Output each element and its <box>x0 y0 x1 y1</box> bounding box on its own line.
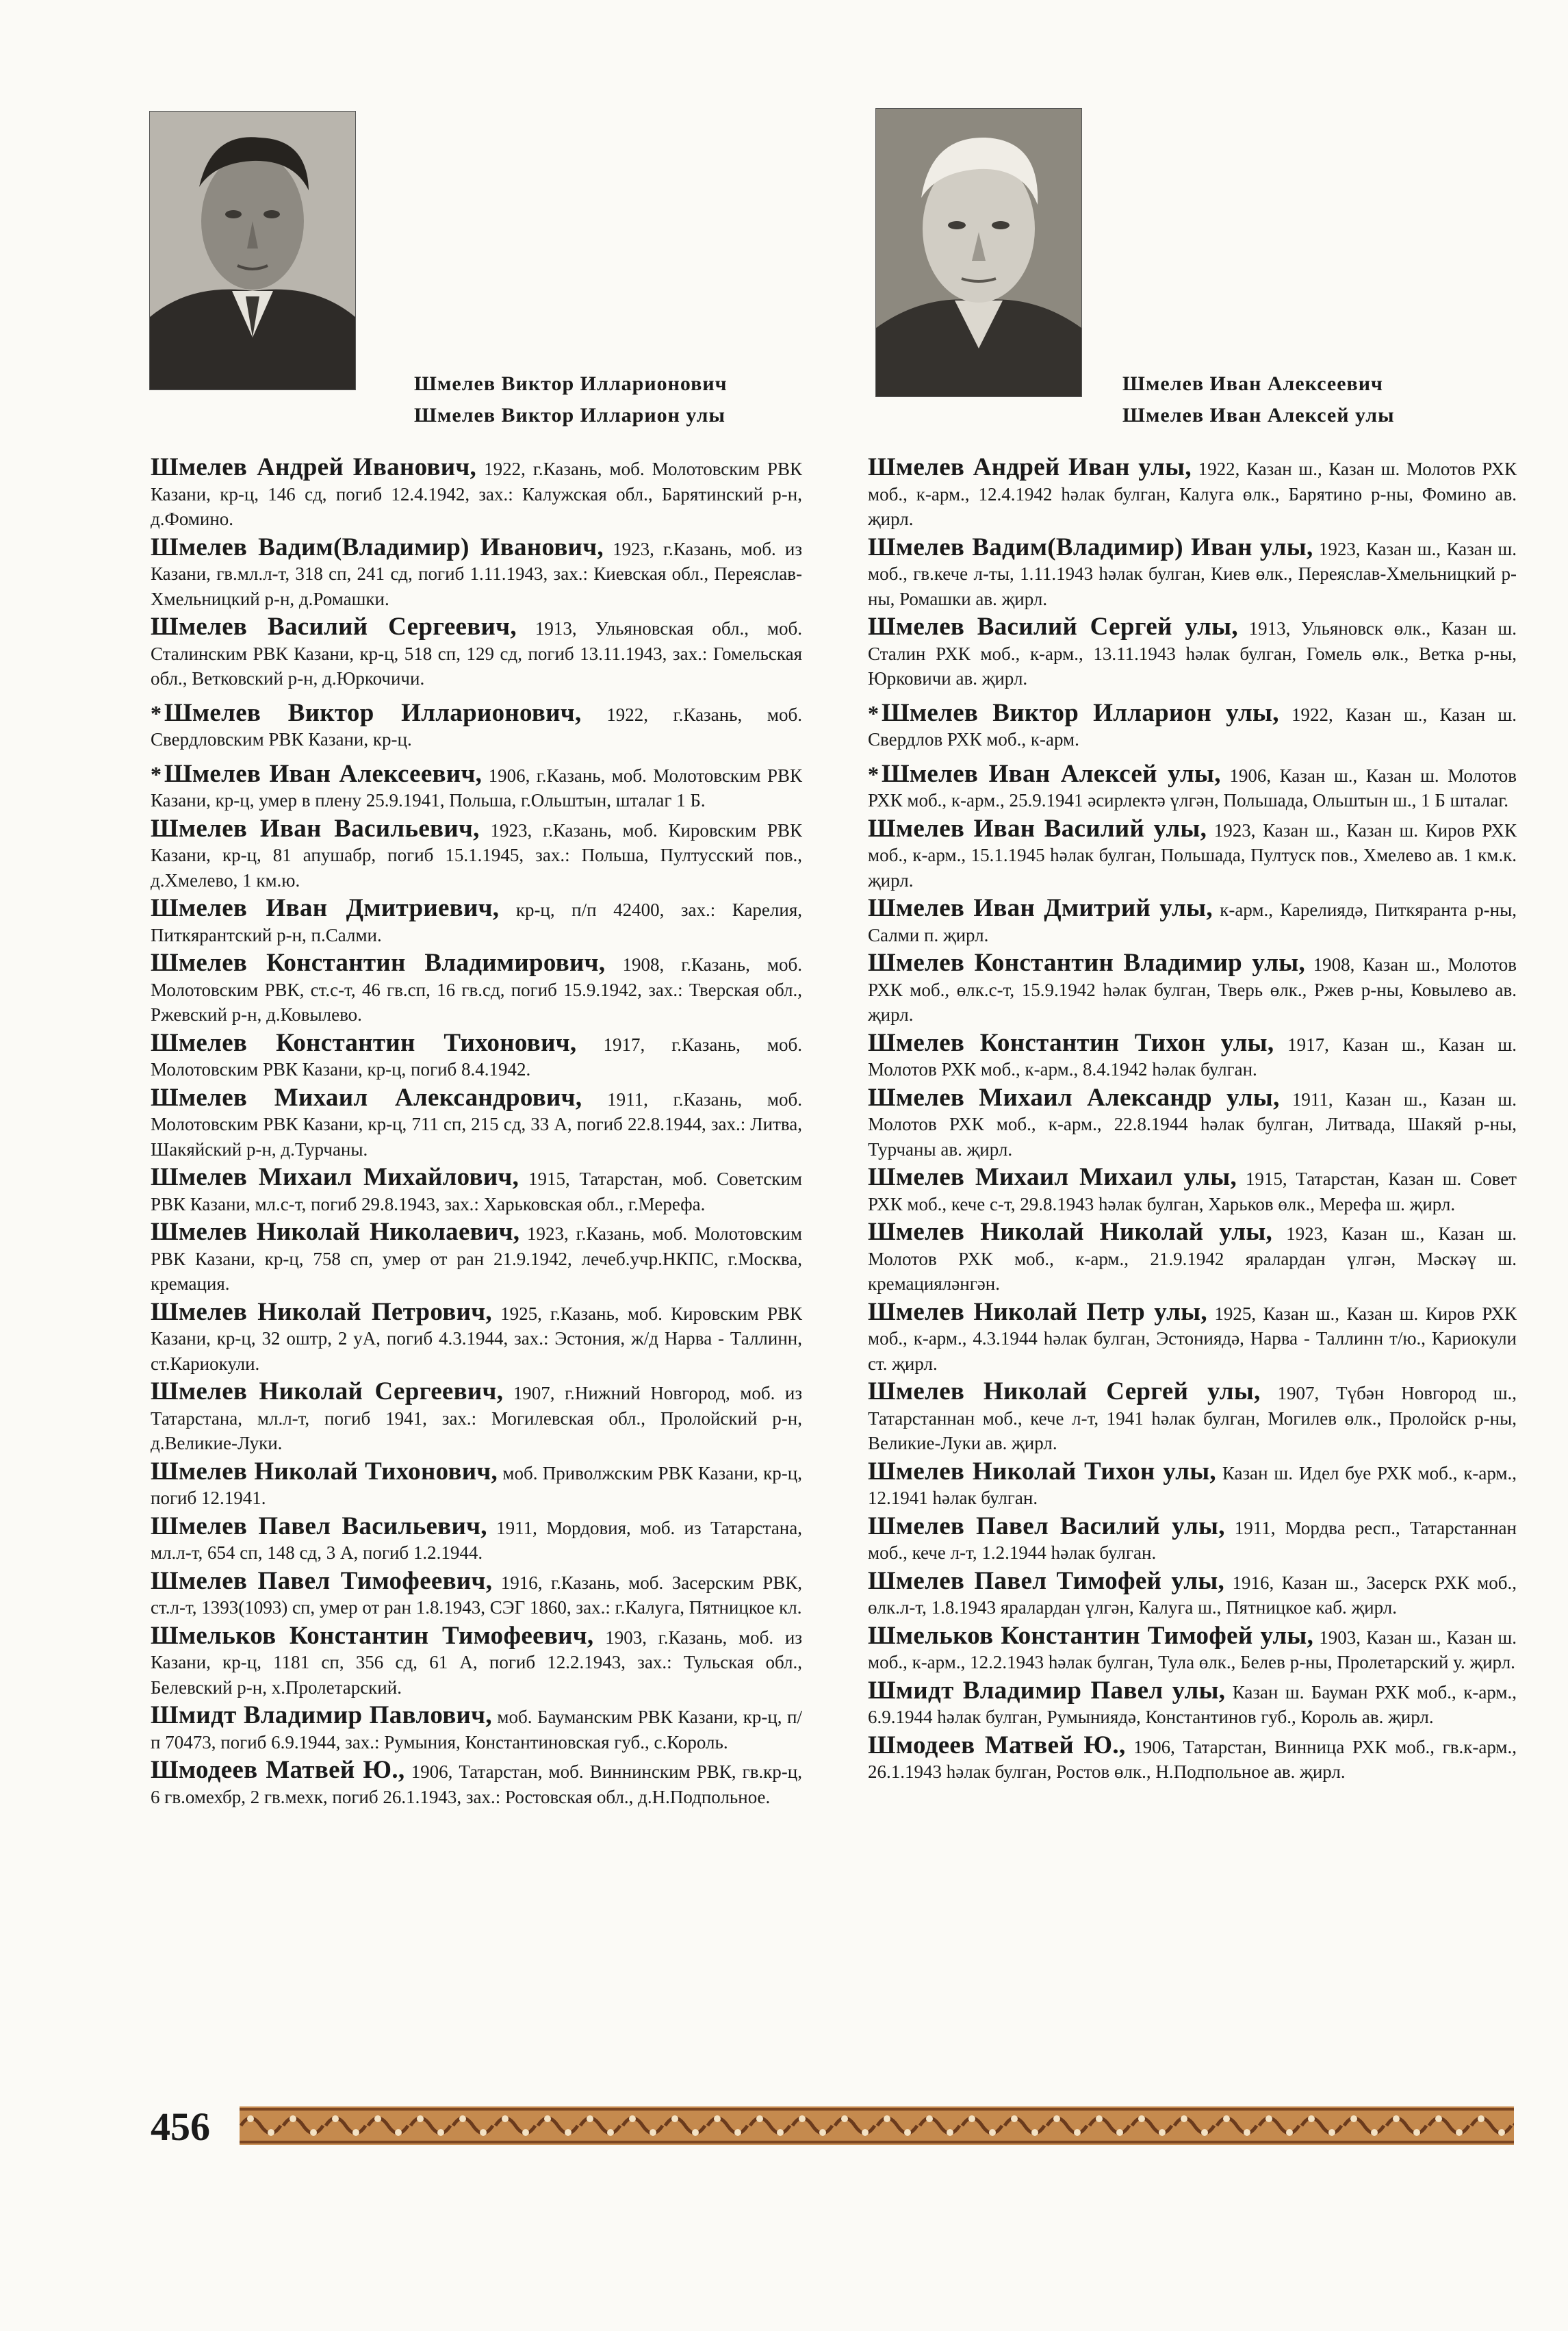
entry-details: 1922, Казан ш., Казан ш. Свердлов РХК моб., к-арм. <box>868 704 1517 750</box>
entry-details: 1922, Казан ш., Казан ш. Молотов РХК моб., к-арм., 12.4.1942 һәлак булган, Калуга өлк., Барятино р-ны, Фомино ав. җирл. <box>868 459 1517 529</box>
entry <box>151 1457 802 1511</box>
entry-name: Шмодеев Матвей Ю., <box>868 1731 1126 1759</box>
entry-name: Шмельков Константин Тимофей улы, <box>868 1621 1314 1650</box>
photo-marker-asterisk: * <box>868 700 879 726</box>
entry-name: Шмелев Василий Сергеевич, <box>151 613 517 641</box>
entry-details: 1925, Казан ш., Казан ш. Киров РХК моб., к-арм., 4.3.1944 һәлак булган, Эстониядә, Нарва - Таллинн т/ю., Кариокули ст. җирл. <box>868 1303 1517 1374</box>
portrait-right-image <box>876 109 1081 396</box>
entry <box>151 1758 802 1809</box>
entry-name: Шмелев Николай Николаевич, <box>151 1218 520 1246</box>
entry-name: Шмелев Михаил Михайлович, <box>151 1163 519 1191</box>
entry-details: 1923, г.Казань, моб. из Казани, гв.мл.л-т, 318 сп, 241 сд, погиб 1.11.1943, зах.: Киевская обл., Переяслав-Хмельницкий р-н, д.Ромашки. <box>151 538 802 609</box>
entry <box>868 1379 1517 1456</box>
entry <box>151 1621 803 1701</box>
entry-name: Шмелев Иван Алексей улы, <box>882 759 1221 788</box>
entry-details: 1923, г.Казань, моб. Кировским РВК Казани, кр-ц, 81 апушабр, погиб 15.1.1945, зах.: Польша, Пултусский пов., д.Хмелево, 1 км.ю. <box>151 819 802 891</box>
caption-left <box>414 368 728 431</box>
entry <box>868 1566 1517 1620</box>
entry-name: Шмелев Николай Тихонович, <box>151 1457 498 1486</box>
ornamental-border <box>240 2106 1514 2145</box>
photo-marker-asterisk: * <box>868 761 879 787</box>
entry-details: 1916, г.Казань, моб. Засерским РВК, ст.л-т, 1393(1093) сп, умер от ран 1.8.1943, СЭГ 1860, зах.: г.Калуга, Пятницкое кл. <box>151 1572 802 1618</box>
entry-details: 1906, Казан ш., Казан ш. Молотов РХК моб., к-арм., 25.9.1941 әсирлектә үлгән, Польшада, Ольштын ш., 1 Б шталаг. <box>868 765 1517 811</box>
entry-name: Шмельков Константин Тимофеевич, <box>151 1621 594 1650</box>
entry-name: Шмидт Владимир Павел улы, <box>868 1676 1226 1705</box>
entry-name: Шмелев Николай Петрович, <box>151 1297 492 1326</box>
entry-name: Шмодеев Матвей Ю., <box>151 1756 405 1784</box>
entry <box>868 1297 1517 1377</box>
entry-name: Шмелев Михаил Александрович, <box>151 1083 582 1112</box>
ornament-pattern-icon <box>240 2106 1514 2145</box>
entry-name: Шмелев Иван Дмитриевич, <box>151 894 500 922</box>
entry-details: 1915, Татарстан, Казан ш. Совет РХК моб., кече с-т, 29.8.1943 һәлак булган, Харьков өлк., Мерефа ш. җирл. <box>868 1169 1517 1214</box>
entry-details: Казан ш. Идел буе РХК моб., к-арм., 12.1941 һәлак булган. <box>868 1462 1517 1508</box>
russian-entries-column <box>151 455 802 1813</box>
entry-name: Шмелев Константин Владимир улы, <box>868 949 1306 977</box>
entry-details: 1923, Казан ш., Казан ш. моб., гв.кече л-ты, 1.11.1943 һәлак булган, Киев өлк., Переяслав-Хмельницкий р-ны, Ромашки ав. җирл. <box>868 538 1517 609</box>
entry-details: 1906, Татарстан, моб. Виннинским РВК, гв.кр-ц, 6 гв.омехбр, 2 гв.мехк, погиб 26.1.1943, зах.: Ростовская обл., д.Н.Подпольное. <box>151 1761 802 1807</box>
entry-name: Шмелев Николай Сергеевич, <box>151 1377 504 1405</box>
entry-details: моб. Бауманским РВК Казани, кр-ц, п/п 70473, погиб 6.9.1944, зах.: Румыния, Константиновская губ., с.Король. <box>151 1707 802 1753</box>
entry-name: Шмелев Константин Тихонович, <box>151 1028 577 1057</box>
entry <box>868 1676 1517 1730</box>
entry <box>868 1083 1517 1162</box>
entry <box>868 1220 1517 1297</box>
entry-details: 1923, Казан ш., Казан ш. Молотов РХК моб., к-арм., 21.9.1942 яралардан үлгән, Мәскәү ш. кремацияләнгән. <box>868 1223 1517 1294</box>
entry <box>868 759 1517 813</box>
entry <box>868 896 1517 947</box>
entry <box>151 1566 802 1620</box>
entry-name: Шмелев Павел Тимофей улы, <box>868 1566 1225 1595</box>
entry <box>151 814 802 893</box>
entry-name: Шмелев Иван Василий улы, <box>868 814 1207 843</box>
entry <box>868 535 1517 612</box>
entry <box>151 1514 802 1566</box>
tatar-entries-column <box>868 455 1517 1788</box>
entry-details: 1916, Казан ш., Засерск РХК моб., өлк.л-т, 1.8.1943 яралардан үлгән, Калуга ш., Пятницкое каб. җирл. <box>868 1572 1517 1618</box>
entry-name: Шмелев Вадим(Владимир) Иван улы, <box>868 533 1313 561</box>
entry-name: Шмелев Иван Васильевич, <box>151 814 480 843</box>
caption-left-tatar: Шмелев Виктор Илларион улы <box>414 404 725 426</box>
entry-name: Шмелев Константин Владимирович, <box>151 949 606 977</box>
entry-name: Шмелев Николай Петр улы, <box>868 1297 1207 1326</box>
entry-details: 1911, Мордовия, моб. из Татарстана, мл.л-т, 654 сп, 148 сд, 3 А, погиб 1.2.1944. <box>151 1517 802 1563</box>
portrait-left-image <box>150 112 355 390</box>
entry-name: Шмелев Николай Николай улы, <box>868 1218 1273 1246</box>
entry <box>151 1165 802 1217</box>
entry-details: Казан ш. Бауман РХК моб., к-арм., 6.9.1944 һәлак булган, Румыниядә, Константинов губ., Король ав. җирл. <box>868 1681 1517 1727</box>
entry-name: Шмидт Владимир Павлович, <box>151 1701 492 1729</box>
entry-details: кр-ц, п/п 42400, зах.: Карелия, Питкярантский р-н, п.Салми. <box>151 900 802 945</box>
entry-details: 1911, Казан ш., Казан ш. Молотов РХК моб., к-арм., 22.8.1944 һәлак булган, Литвада, Шакяй р-ны, Турчаны ав. җирл. <box>868 1088 1517 1160</box>
entry-details: 1908, г.Казань, моб. Молотовским РВК, ст.с-т, 46 гв.сп, 16 гв.сд, погиб 15.9.1942, зах.: Тверская обл., Ржевский р-н, д.Ковылево. <box>151 954 802 1025</box>
entry-details: 1911, г.Казань, моб. Молотовским РВК Казани, кр-ц, 711 сп, 215 сд, 33 А, погиб 22.8.1944, зах.: Литва, Шакяйский р-н, д.Турчаны. <box>151 1088 802 1160</box>
entry <box>151 455 802 532</box>
entry-details: 1907, г.Нижний Новгород, моб. из Татарстана, мл.л-т, погиб 1941, зах.: Могилевская обл., Пролойский р-н, д.Великие-Луки. <box>151 1383 802 1453</box>
caption-right <box>1122 368 1395 431</box>
caption-right-russian: Шмелев Иван Алексеевич <box>1122 372 1383 395</box>
entry-details: 1915, Татарстан, моб. Советским РВК Казани, мл.с-т, погиб 29.8.1943, зах.: Харьковская обл., г.Мерефа. <box>151 1169 802 1214</box>
entry <box>151 951 802 1028</box>
entry-name: Шмелев Василий Сергей улы, <box>868 613 1238 641</box>
entry-name: Шмелев Константин Тихон улы, <box>868 1028 1274 1057</box>
entry-name: Шмелев Андрей Иванович, <box>151 453 477 481</box>
entry <box>151 535 802 612</box>
entry <box>868 814 1517 893</box>
entry <box>868 1165 1517 1217</box>
entry <box>151 1028 802 1082</box>
entry <box>151 1379 802 1456</box>
entry-name: Шмелев Павел Василий улы, <box>868 1512 1225 1540</box>
entry-details: 1906, Татарстан, Винница РХК моб., гв.к-арм., 26.1.1943 һәлак булган, Ростов өлк., Н.Подпольное ав. җирл. <box>868 1736 1517 1782</box>
entry <box>868 615 1517 691</box>
entry <box>151 615 802 691</box>
entry-name: Шмелев Виктор Илларион улы, <box>882 698 1279 727</box>
entry-details: 1922, г.Казань, моб. Молотовским РВК Казани, кр-ц, 146 сд, погиб 12.4.1942, зах.: Калужская обл., Барятинский р-н, д.Фомино. <box>151 459 802 529</box>
entry <box>151 698 802 752</box>
portrait-photo-left <box>149 111 356 390</box>
photo-marker-asterisk: * <box>151 761 162 787</box>
entry-name: Шмелев Виктор Илларионович, <box>164 698 582 727</box>
entry <box>151 1297 802 1377</box>
entry-details: 1911, Мордва респ., Татарстаннан моб., кече л-т, 1.2.1944 һәлак булган. <box>868 1517 1517 1563</box>
caption-right-tatar: Шмелев Иван Алексей улы <box>1122 404 1395 426</box>
entry-details: 1922, г.Казань, моб. Свердловским РВК Казани, кр-ц. <box>151 704 802 750</box>
entry <box>151 1220 802 1297</box>
entry-name: Шмелев Михаил Михаил улы, <box>868 1163 1237 1191</box>
caption-left-russian: Шмелев Виктор Илларионович <box>414 372 728 395</box>
entry <box>868 1457 1517 1511</box>
entry-name: Шмелев Павел Васильевич, <box>151 1512 487 1540</box>
entry <box>151 759 802 813</box>
entry-details: 1913, Ульяновская обл., моб. Сталинским РВК Казани, кр-ц, 518 сп, 129 сд, погиб 13.11.1943, зах.: Гомельская обл., Ветковский р-н, д.Юркочичи. <box>151 618 803 689</box>
entry <box>868 1028 1517 1082</box>
entry-name: Шмелев Николай Тихон улы, <box>868 1457 1216 1486</box>
entry-details: 1917, Казан ш., Казан ш. Молотов РХК моб., к-арм., 8.4.1942 һәлак булган. <box>868 1034 1517 1080</box>
entry-details: 1923, г.Казань, моб. Молотовским РВК Казани, кр-ц, 758 сп, умер от ран 21.9.1942, лечеб.учр.НКПС, г.Москва, кремация. <box>151 1223 802 1294</box>
entry-details: 1923, Казан ш., Казан ш. Киров РХК моб., к-арм., 15.1.1945 һәлак булган, Польшада, Пултуск пов., Хмелево ав. 1 км.к. җирл. <box>868 819 1517 891</box>
entry-details: к-арм., Карелиядә, Питкяранта р-ны, Салми п. җирл. <box>868 900 1517 945</box>
entry-name: Шмелев Вадим(Владимир) Иванович, <box>151 533 604 561</box>
entry-details: 1925, г.Казань, моб. Кировским РВК Казани, кр-ц, 32 оштр, 2 уА, погиб 4.3.1944, зах.: Эстония, ж/д Нарва - Таллинн, ст.Кариокули. <box>151 1303 802 1374</box>
entry <box>868 951 1517 1028</box>
entry-details: моб. Приволжским РВК Казани, кр-ц, погиб 12.1941. <box>151 1462 802 1508</box>
entry-details: 1903, г.Казань, моб. из Казани, кр-ц, 1181 сп, 356 сд, 61 А, погиб 12.2.1943, зах.: Тульская обл., Белевский р-н, х.Пролетарский. <box>151 1627 803 1698</box>
entry-details: 1903, Казан ш., Казан ш. моб., к-арм., 12.2.1943 һәлак булган, Тула өлк., Белев р-ны, Пролетарский у. җирл. <box>868 1627 1517 1672</box>
entry <box>868 698 1517 752</box>
entry-name: Шмелев Иван Алексеевич, <box>164 759 483 788</box>
page-number: 456 <box>151 2104 210 2149</box>
entry <box>151 1083 802 1162</box>
entry <box>151 896 802 947</box>
entry <box>868 1733 1517 1785</box>
entry-details: 1917, г.Казань, моб. Молотовским РВК Казани, кр-ц, погиб 8.4.1942. <box>151 1034 802 1080</box>
entry-name: Шмелев Михаил Александр улы, <box>868 1083 1280 1112</box>
photo-marker-asterisk: * <box>151 700 162 726</box>
entry-name: Шмелев Иван Дмитрий улы, <box>868 894 1213 922</box>
entry-name: Шмелев Николай Сергей улы, <box>868 1377 1261 1405</box>
entry-name: Шмелев Павел Тимофеевич, <box>151 1566 493 1595</box>
portrait-photo-right <box>875 108 1082 397</box>
entry <box>868 1514 1517 1566</box>
entry-details: 1913, Ульяновск өлк., Казан ш. Сталин РХК моб., к-арм., 13.11.1943 һәлак булган, Гомель өлк., Ветка р-ны, Юрковичи ав. җирл. <box>868 618 1517 689</box>
entry <box>151 1703 802 1755</box>
entry-name: Шмелев Андрей Иван улы, <box>868 453 1192 481</box>
entry-details: 1906, г.Казань, моб. Молотовским РВК Казани, кр-ц, умер в плену 25.9.1941, Польша, г.Ольштын, шталаг 1 Б. <box>151 765 802 811</box>
entry <box>868 455 1517 532</box>
entry <box>868 1621 1517 1675</box>
entry-details: 1908, Казан ш., Молотов РХК моб., өлк.с-т, 15.9.1942 һәлак булган, Тверь өлк., Ржев р-ны, Ковылево ав. җирл. <box>868 954 1517 1025</box>
entry-details: 1907, Түбән Новгород ш., Татарстаннан моб., кече л-т, 1941 һәлак булган, Могилев өлк., Пролойск р-ны, Великие-Луки ав. җирл. <box>868 1383 1517 1453</box>
